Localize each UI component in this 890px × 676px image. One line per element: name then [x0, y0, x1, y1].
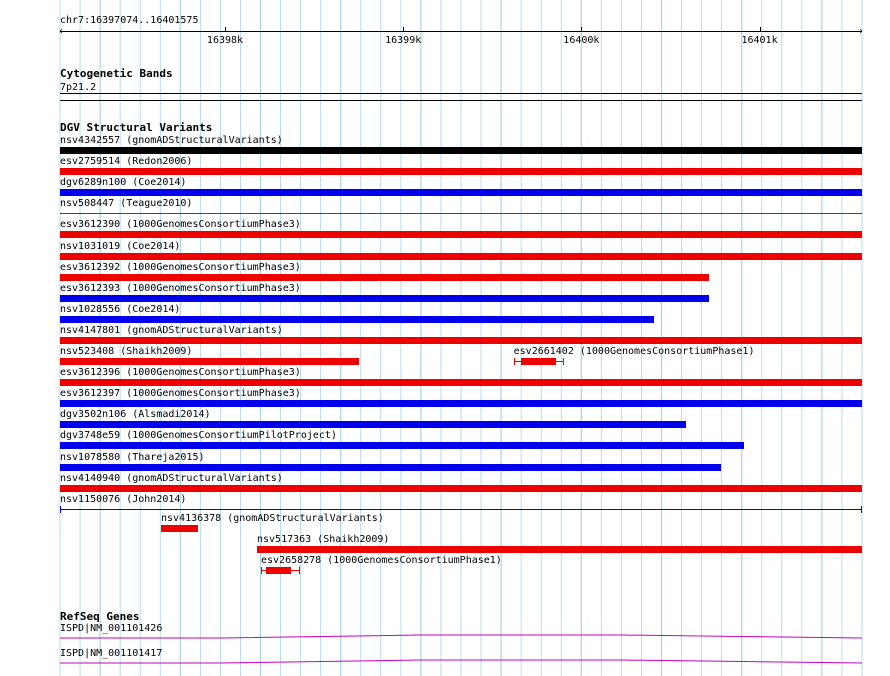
dgv-feature-label[interactable]: esv3612397 (1000GenomesConsortiumPhase3) — [60, 388, 301, 400]
ruler-tick — [403, 27, 404, 32]
dgv-feature-cap — [861, 506, 862, 513]
dgv-feature-bar[interactable] — [161, 525, 198, 532]
ruler-right-arrow-icon[interactable]: › — [858, 26, 865, 37]
dgv-feature-bar[interactable] — [60, 485, 862, 492]
dgv-feature-label[interactable]: dgv3502n106 (Alsmadi2014) — [60, 409, 211, 421]
dgv-feature-bar[interactable] — [60, 189, 862, 196]
ruler-axis — [60, 31, 862, 32]
dgv-feature-bar[interactable] — [60, 231, 862, 238]
dgv-feature-label[interactable]: esv3612390 (1000GenomesConsortiumPhase3) — [60, 219, 301, 231]
ruler-tick — [581, 27, 582, 32]
dgv-feature-bar[interactable] — [60, 442, 744, 449]
dgv-feature-label[interactable]: nsv1031019 (Coe2014) — [60, 240, 181, 252]
ruler-tick-label: 16400k — [563, 35, 600, 46]
dgv-feature-label[interactable]: esv3612393 (1000GenomesConsortiumPhase3) — [60, 282, 301, 294]
ruler-tick-label: 16401k — [741, 35, 778, 46]
dgv-feature-label[interactable]: nsv517363 (Shaikh2009) — [257, 534, 390, 545]
dgv-feature-label[interactable]: nsv4342557 (gnomADStructuralVariants) — [60, 135, 283, 146]
refseq-track-title[interactable]: RefSeq Genes — [60, 610, 140, 623]
dgv-feature-bar[interactable] — [60, 379, 862, 386]
dgv-feature-label[interactable]: esv2661402 (1000GenomesConsortiumPhase1) — [513, 346, 755, 357]
refseq-gene-intron-line[interactable] — [60, 657, 862, 665]
dgv-feature-label[interactable]: nsv4136378 (gnomADStructuralVariants) — [161, 513, 384, 524]
refseq-gene-intron-line[interactable] — [60, 632, 862, 640]
dgv-track-title[interactable]: DGV Structural Variants — [60, 121, 213, 134]
dgv-feature-label[interactable]: nsv1028556 (Coe2014) — [60, 303, 181, 315]
dgv-feature-label[interactable]: esv2658278 (1000GenomesConsortiumPhase1) — [261, 555, 502, 566]
dgv-feature-bar[interactable] — [60, 509, 862, 510]
dgv-feature-bar[interactable] — [60, 421, 686, 428]
dgv-feature-label[interactable]: esv3612396 (1000GenomesConsortiumPhase3) — [60, 367, 301, 379]
dgv-feature-label[interactable]: esv3612392 (1000GenomesConsortiumPhase3) — [60, 261, 301, 273]
dgv-feature-label[interactable]: esv2759514 (Redon2006) — [60, 156, 193, 168]
refseq-gene-label[interactable]: ISPD|NM_001101417 — [60, 648, 163, 659]
ruler-left-arrow-icon[interactable]: ‹ — [58, 26, 65, 37]
dgv-feature-bar[interactable] — [60, 295, 709, 302]
dgv-feature-bar[interactable] — [60, 400, 862, 407]
cytoband-track-title[interactable]: Cytogenetic Bands — [60, 67, 173, 80]
dgv-feature-bar[interactable] — [60, 168, 862, 175]
dgv-feature-cap — [299, 567, 300, 574]
dgv-feature-label[interactable]: dgv6289n100 (Coe2014) — [60, 177, 187, 189]
dgv-feature-label[interactable]: nsv508447 (Teague2010) — [60, 198, 193, 210]
dgv-feature-label[interactable]: nsv1150076 (John2014) — [60, 493, 187, 505]
dgv-feature-bar[interactable] — [60, 274, 709, 281]
cytoband-bar[interactable] — [60, 93, 862, 94]
dgv-feature-label[interactable]: dgv3748e59 (1000GenomesConsortiumPilotProject) — [60, 430, 337, 442]
dgv-feature-cap — [60, 506, 61, 513]
dgv-feature-label[interactable]: nsv523408 (Shaikh2009) — [60, 346, 193, 357]
dgv-feature-core[interactable] — [266, 567, 291, 574]
ruler-tick-label: 16399k — [385, 35, 422, 46]
dgv-feature-bar[interactable] — [60, 464, 721, 471]
dgv-feature-cap — [514, 358, 515, 365]
ruler-tick — [760, 27, 761, 32]
dgv-feature-cap — [261, 567, 262, 574]
dgv-feature-bar[interactable] — [60, 147, 862, 154]
dgv-feature-core[interactable] — [521, 358, 557, 365]
refseq-gene-label[interactable]: ISPD|NM_001101426 — [60, 623, 163, 634]
dgv-feature-bar[interactable] — [60, 316, 654, 323]
dgv-feature-bar[interactable] — [257, 546, 862, 553]
dgv-feature-cap — [563, 358, 564, 365]
dgv-feature-bar[interactable] — [60, 213, 862, 214]
ruler-tick-label: 16398k — [206, 35, 244, 46]
dgv-feature-bar[interactable] — [60, 358, 359, 365]
dgv-feature-label[interactable]: nsv4140940 (gnomADStructuralVariants) — [60, 472, 283, 484]
dgv-feature-label[interactable]: nsv4147801 (gnomADStructuralVariants) — [60, 324, 283, 336]
dgv-feature-label[interactable]: nsv1078580 (Thareja2015) — [60, 451, 205, 463]
ruler-tick — [225, 27, 226, 32]
dgv-feature-bar[interactable] — [60, 253, 862, 260]
track-divider — [60, 100, 862, 101]
cytoband-label: 7p21.2 — [60, 82, 97, 93]
dgv-feature-bar[interactable] — [60, 337, 862, 344]
region-label: chr7:16397074..16401575 — [60, 15, 199, 26]
